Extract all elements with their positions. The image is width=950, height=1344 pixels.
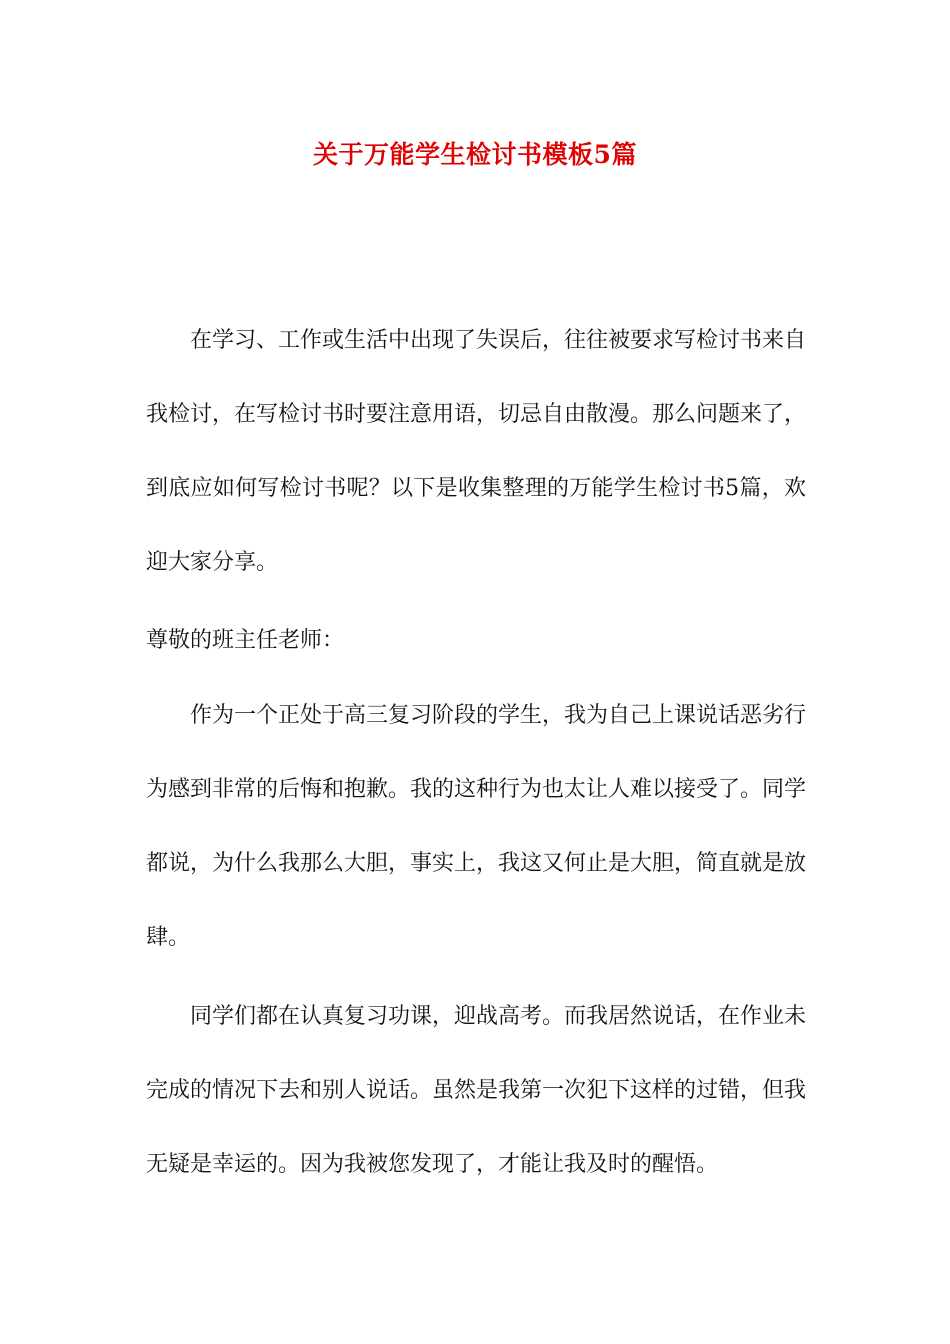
document-title: 关于万能学生检讨书模板5篇: [313, 140, 637, 169]
paragraph-body-1: 作为一个正处于高三复习阶段的学生，我为自己上课说话恶劣行为感到非常的后悔和抱歉。我的这种行为也太让人难以接受了。同学都说，为什么我那么大胆，事实上，我这又何止是大胆，简直就是放肆。: [146, 703, 807, 950]
paragraph-intro: 在学习、工作或生活中出现了失误后，往往被要求写检讨书来自我检讨，在写检讨书时要注意用语，切忌自由散漫。那么问题来了，到底应如何写检讨书呢？以下是收集整理的万能学生检讨书5篇，欢迎大家分享。: [146, 328, 807, 575]
paragraph-body-2: 同学们都在认真复习功课，迎战高考。而我居然说话，在作业未完成的情况下去和别人说话。虽然是我第一次犯下这样的过错，但我无疑是幸运的。因为我被您发现了，才能让我及时的醒悟。: [146, 1004, 807, 1177]
salutation: 尊敬的班主任老师：: [146, 628, 345, 653]
